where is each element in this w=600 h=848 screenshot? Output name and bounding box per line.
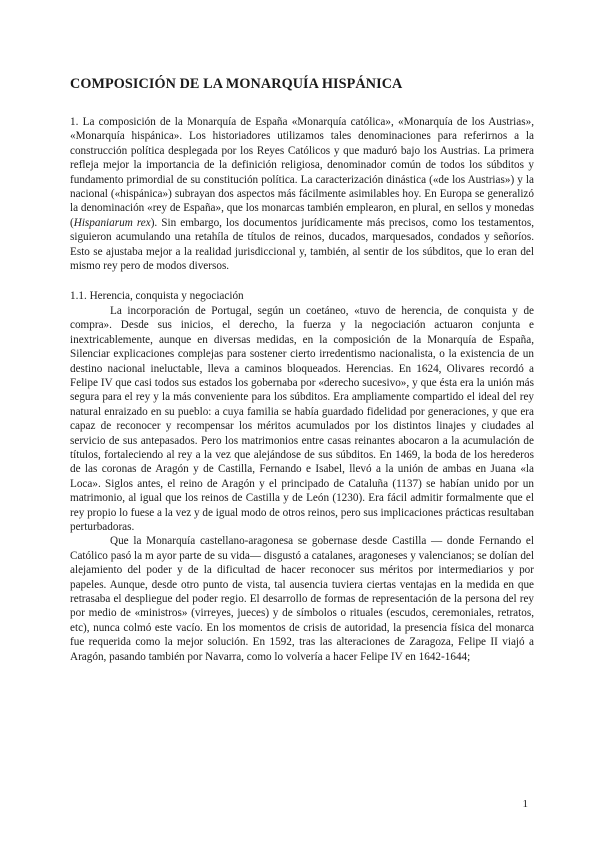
intro-paragraph	[70, 115, 534, 273]
intro-text-end: ). Sin embargo, los documentos jurídicamente más precisos, como los testamentos, siguieron acumulando una retahíla de títulos de reinos, ducados, marquesados, condados y señoríos. Esto se ajustaba mejor a la realidad jurisdiccional y, también, al sentir de los súbditos, que lo eran del mismo rey pero de modos diversos.	[70, 216, 534, 273]
page-number: 1	[522, 798, 528, 810]
document-title: COMPOSICIÓN DE LA MONARQUÍA HISPÁNICA	[70, 76, 403, 92]
body-paragraph-2: Que la Monarquía castellano-aragonesa se gobernase desde Castilla — donde Fernando el Católico pasó la m ayor parte de su vida— disgustó a catalanes, aragoneses y valencianos; se dolían del alejamiento del poder y de la dificultad de hacer reconocer sus méritos por intermediarios y por papeles. Aunque, desde otro punto de vista, tal ausencia tuviera ciertas ventajas en la medida en que retrasaba el despliegue del poder regio. El desarrollo de formas de representación de la persona del rey por medio de «ministros» (virreyes, jueces) y de símbolos o rituales (escudos, ceremoniales, retratos, etc), nunca colmó este vacío. En los momentos de crisis de autoridad, la presencia física del monarca fue requerida como la mejor solución. En 1592, tras las alteraciones de Zaragoza, Felipe II viajó a Aragón, pasando también por Navarra, como lo volvería a hacer Felipe IV en 1642-1644;	[70, 535, 534, 663]
intro-italic-latin: Hispaniarum rex	[73, 216, 151, 229]
intro-text-start: 1. La composición de la Monarquía de España «Monarquía católica», «Monarquía de los Austrias», «Monarquía hispánica». Los historiadores utilizamos tales denominaciones para referirnos a la construcción política desplegada por los Reyes Católicos y que maduró bajo los Austrias. La primera refleja mejor la importancia de la definición religiosa, denominador común de todos los súbditos y fundamento primordial de su constitución política. La caracterización dinástica («de los Austrias») y la nacional («hispánica») subrayan dos aspectos más fácilmente asimilables hoy. En Europa se generalizó la denominación «rey de España», que los monarcas también emplearon, en plural, en sellos y monedas (	[70, 116, 534, 229]
section-heading: 1.1. Herencia, conquista y negociación	[70, 290, 244, 303]
body-paragraph-1: La incorporación de Portugal, según un coetáneo, «tuvo de herencia, de conquista y de compra». Desde sus inicios, el derecho, la fuerza y la negociación actuaron conjunta e inextricablemente, aunque en diversas medidas, en la composición de la Monarquía de España, Silenciar explicaciones complejas para sostener cierto irredentismo nacionalista, o la existencia de un destino nacional ineluctable, lleva a caminos bloqueados. Herencias. En 1624, Olivares recordó a Felipe IV que casi todos sus estados los gobernaba por «derecho sucesivo», y que ésta era la unión más segura para el rey y la más conveniente para los súbditos. Era ampliamente compartido el ideal del rey natural enraizado en su pueblo: a cuya familia se había guardado fidelidad por generaciones, y que era capaz de reconocer y recompensar los méritos acumulados por los distintos linajes y ciudades al servicio de sus antepasados. Pero los matrimonios entre casas reinantes abocaron a la acumulación de títulos, fortaleciendo al rey a la vez que alejándose de sus súbditos. En 1469, la boda de los herederos de las coronas de Aragón y de Castilla, Fernando e Isabel, llevó a la unión de ambas en Juana «la Loca». Siglos antes, el reino de Aragón y el principado de Cataluña (1137) se habían unido por un matrimonio, al igual que los reinos de Castilla y de León (1230). Era fácil admitir formalmente que el rey propio lo fuese a la vez y de igual modo de otros reinos, pero sus implicaciones prácticas resultaban perturbadoras.	[70, 304, 534, 533]
